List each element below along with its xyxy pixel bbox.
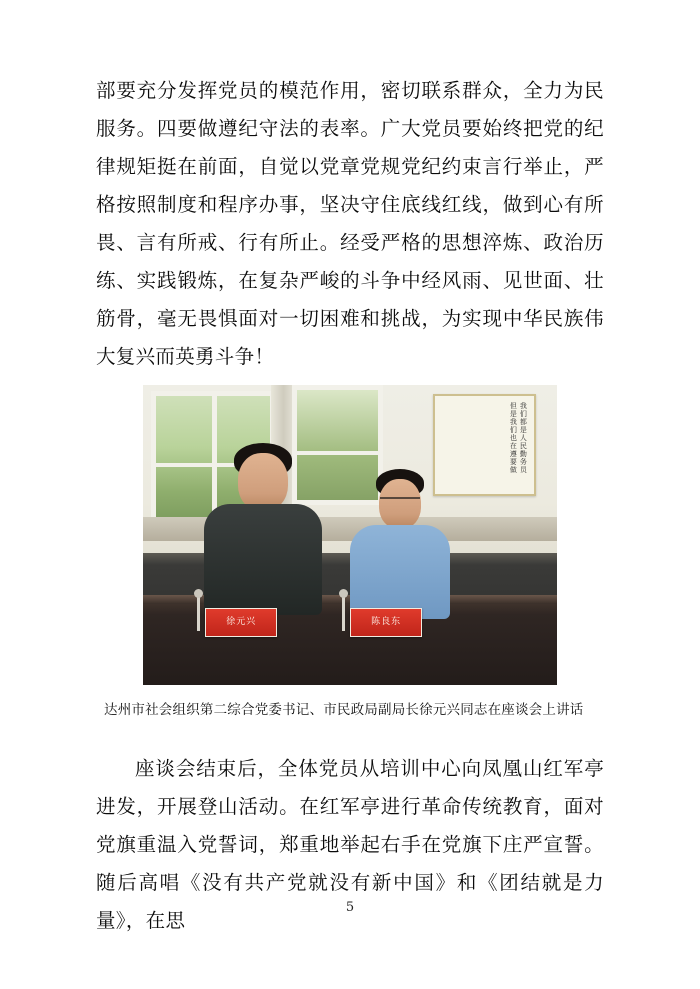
microphone-icon-left <box>197 595 200 631</box>
paragraph-2: 座谈会结束后，全体党员从培训中心向凤凰山红军亭进发，开展登山活动。在红军亭进行革命传统教育，面对党旗重温入党誓词，郑重地举起右手在党旗下庄严宣誓。随后高唱《没有共产党就没有新中国》和《团结就是力量》，在思 <box>96 757 604 932</box>
person-left-head <box>238 453 288 511</box>
figure-photo <box>143 385 557 685</box>
photo-person-right <box>346 463 454 619</box>
figure-caption: 达州市社会组织第二综合党委书记、市民政局副局长徐元兴同志在座谈会上讲话 <box>104 702 584 718</box>
wall-scroll-text: 我们都是人民勤务员 但是我们也在遵要做 <box>509 402 528 482</box>
photo-person-left <box>201 439 325 619</box>
body-paragraph-block <box>96 72 604 376</box>
page-number: 5 <box>345 900 355 915</box>
glasses-icon <box>380 497 420 508</box>
person-right-torso <box>350 525 450 619</box>
paragraph-1: 部要充分发挥党员的模范作用，密切联系群众，全力为民服务。四要做遵纪守法的表率。广大党员要始终把党的纪律规矩挺在前面，自觉以党章党规党纪约束言行举止，严格按照制度和程序办事，坚决守住底线红线，做到心有所畏、言有所戒、行有所止。经受严格的思想淬炼、政治历练、实践锻炼，在复杂严峻的斗争中经风雨、见世面、壮筋骨，毫无畏惧面对一切困难和挑战，为实现中华民族伟大复兴而英勇斗争！ <box>96 79 604 368</box>
person-left-torso <box>204 504 322 616</box>
photo-image <box>143 385 557 685</box>
nameplate-left: 徐元兴 <box>205 608 277 637</box>
nameplate-right: 陈良东 <box>350 608 422 637</box>
microphone-icon-right <box>342 595 345 631</box>
